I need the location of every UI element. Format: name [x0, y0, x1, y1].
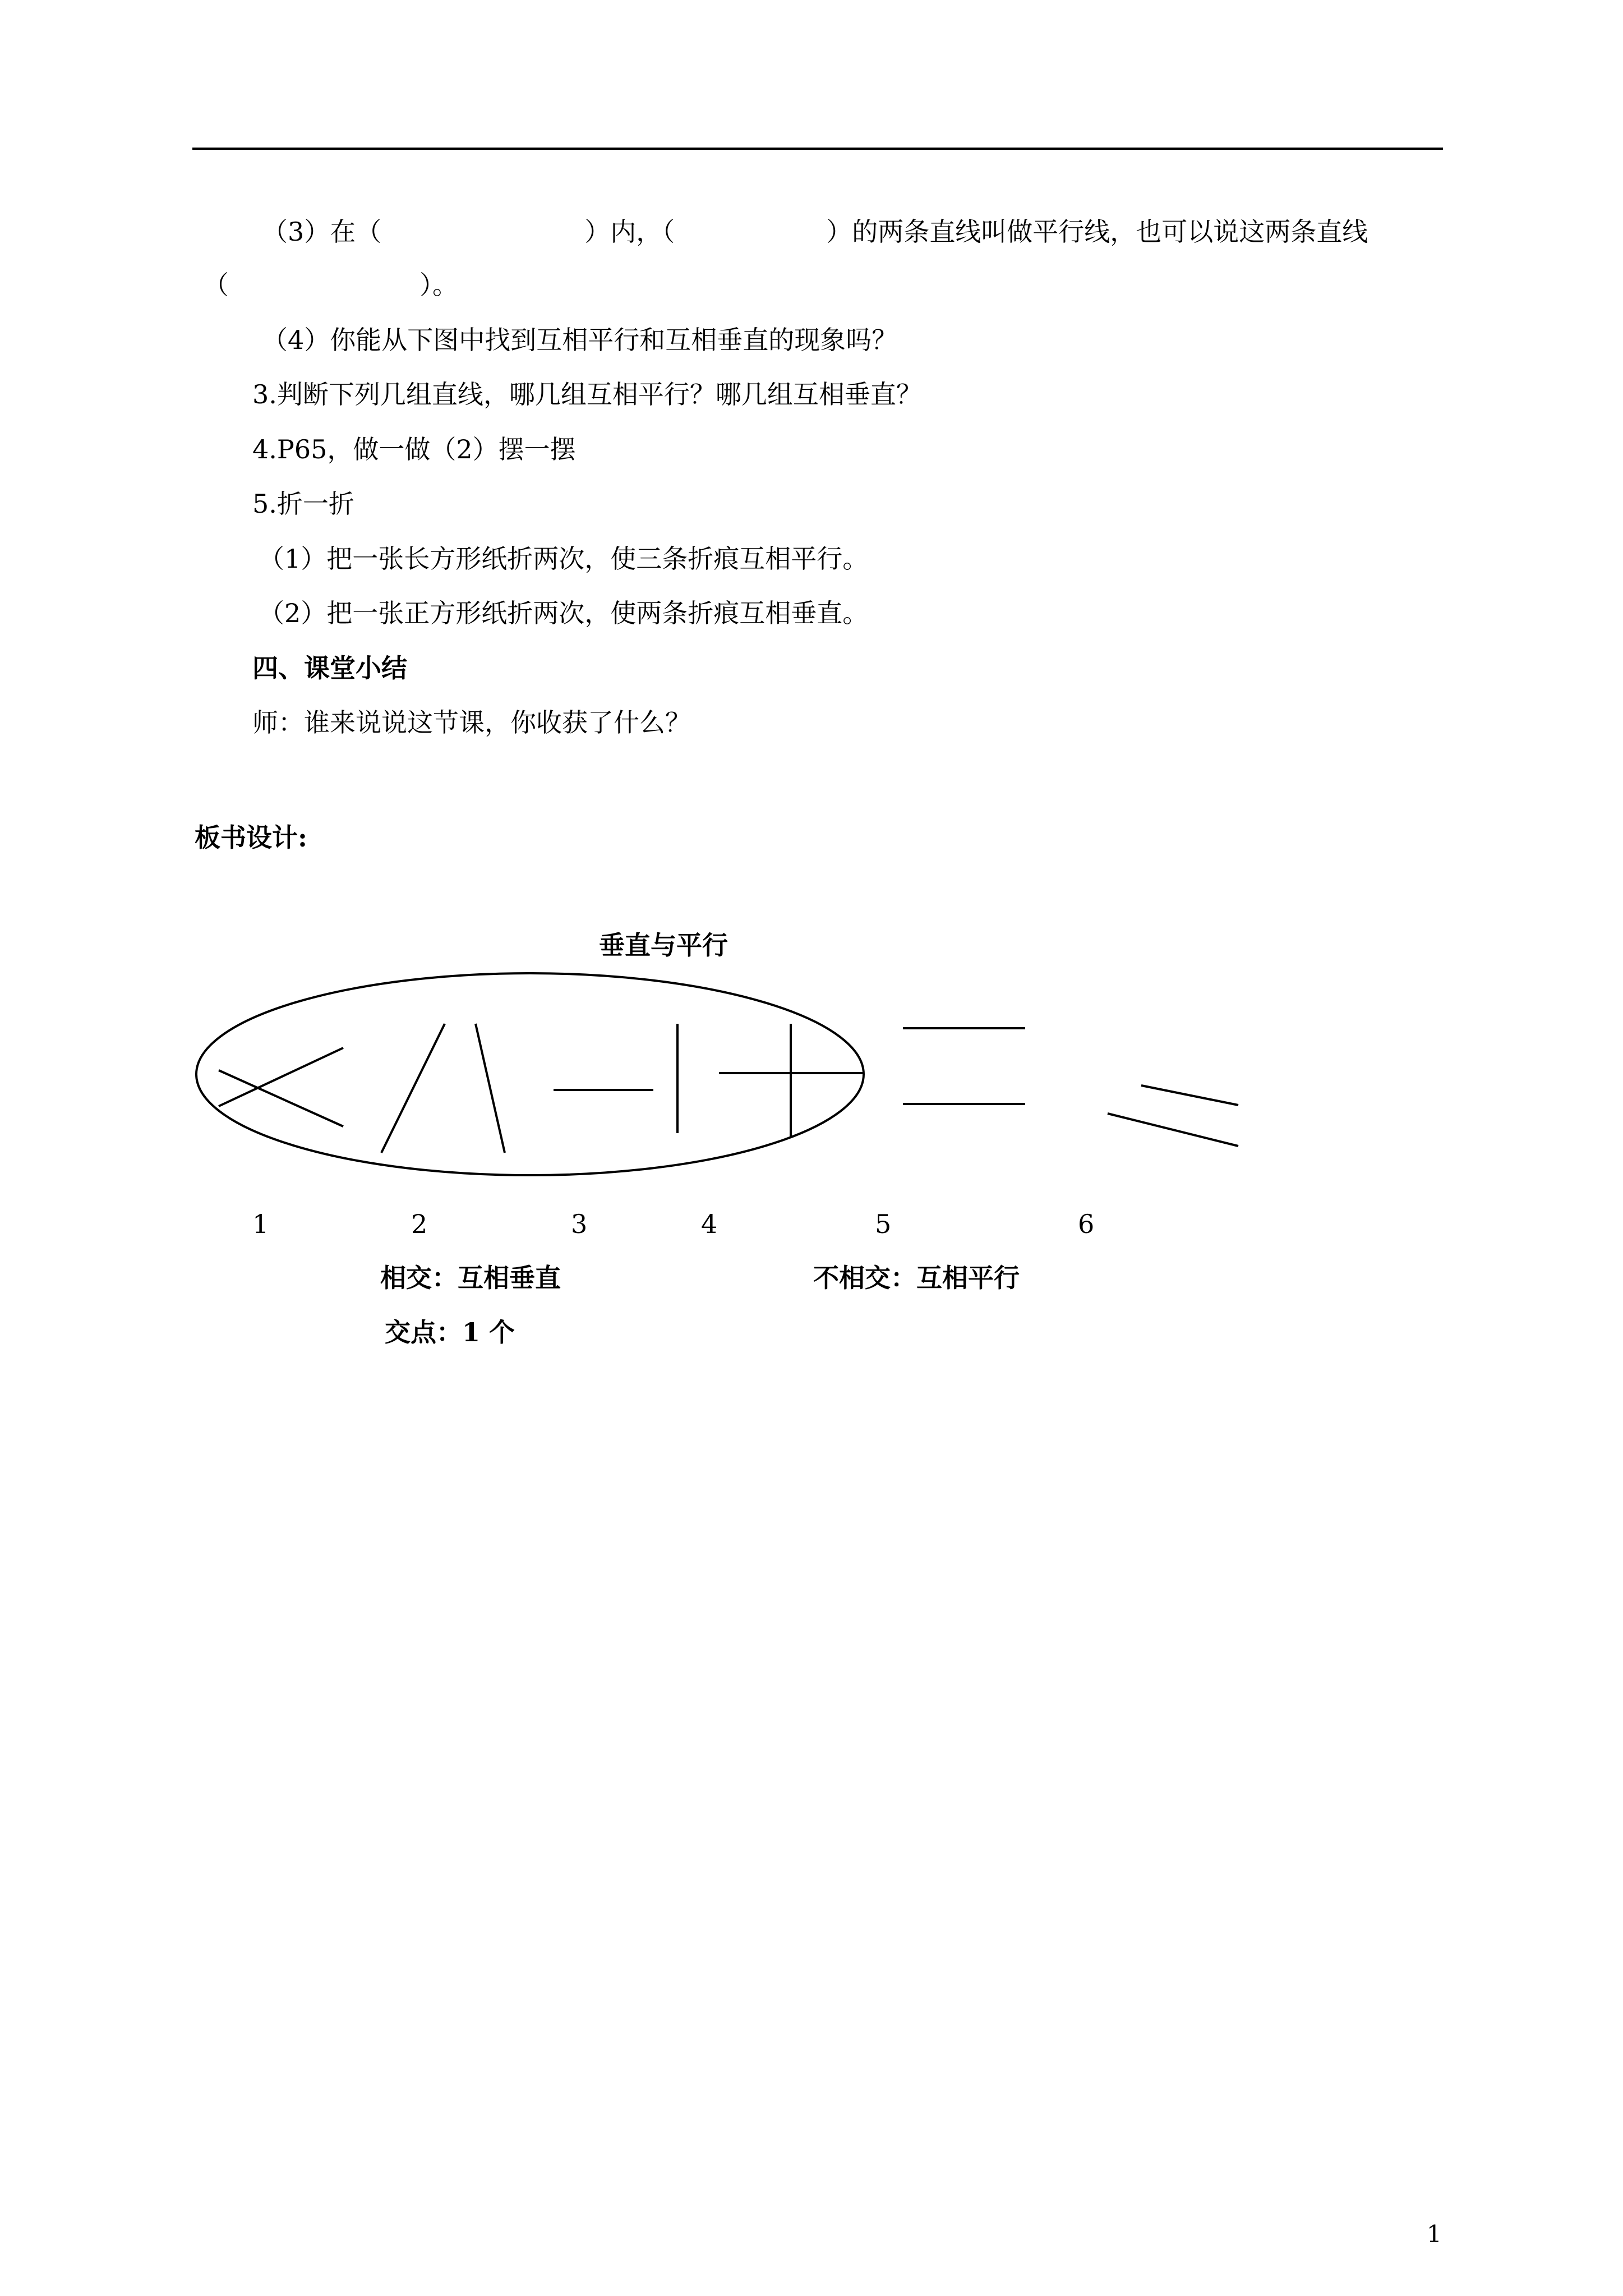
group-number-3: 3 [571, 1209, 588, 1239]
group-number-6: 6 [1078, 1209, 1095, 1239]
q3-mid2: ）的两条直线叫做平行线，也可以说这两条直线 [826, 217, 1368, 247]
fold-1: （1）把一张长方形纸折两次，使三条折痕互相平行。 [259, 544, 869, 574]
pair-6-line-b [1108, 1114, 1238, 1146]
board-title: 垂直与平行 [599, 930, 728, 960]
q4-text: （4）你能从下图中找到互相平行和互相垂直的现象吗？ [262, 325, 898, 355]
group-number-5: 5 [875, 1209, 892, 1239]
group-number-2: 2 [411, 1209, 428, 1239]
group-number-1: 1 [252, 1209, 269, 1239]
q3-mid1: ）内，（ [584, 217, 675, 247]
q3-prefix: （3）在（ [262, 217, 382, 247]
fold-2: （2）把一张正方形纸折两次，使两条折痕互相垂直。 [259, 598, 869, 628]
q3-line2-open: （ [203, 270, 229, 300]
pair-2-line-b [476, 1024, 505, 1153]
item-5: 5.折一折 [252, 489, 354, 519]
page-number: 1 [1427, 2220, 1442, 2248]
item-4: 4.P65，做一做（2）摆一摆 [252, 434, 576, 464]
teacher-line: 师：谁来说说这节课，你收获了什么？ [252, 707, 691, 738]
item-3: 3.判断下列几组直线，哪几组互相平行？哪几组互相垂直？ [252, 379, 922, 409]
board-heading: 板书设计: [195, 822, 307, 853]
nonintersect-label: 不相交：互相平行 [813, 1263, 1020, 1293]
section-4-title: 四、课堂小结 [252, 653, 407, 683]
group-number-4: 4 [701, 1209, 718, 1239]
point-label: 交点：1 个 [385, 1317, 515, 1347]
pair-2-line-a [381, 1024, 445, 1153]
intersect-label: 相交：互相垂直 [380, 1263, 561, 1293]
pair-6-line-a [1141, 1085, 1238, 1105]
q3-line2-close: ）。 [419, 270, 458, 300]
